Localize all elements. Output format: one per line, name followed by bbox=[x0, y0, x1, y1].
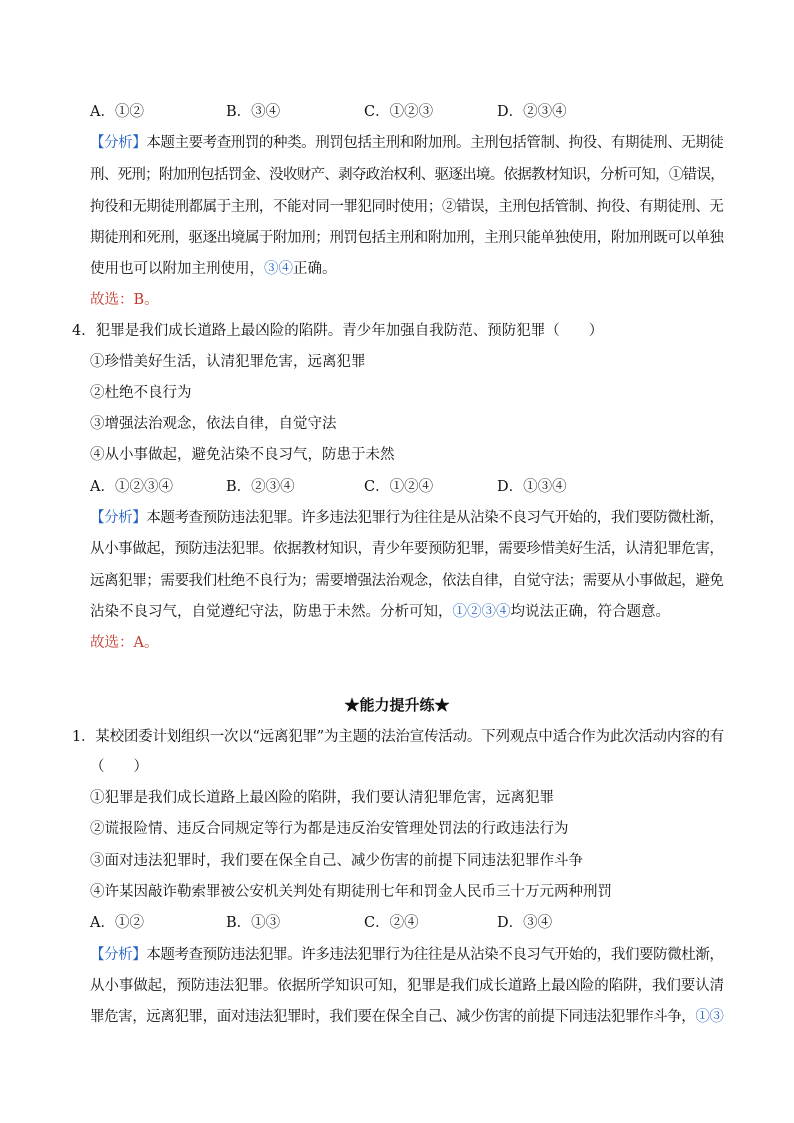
q3-option-b: B．③④ bbox=[226, 104, 281, 120]
p1-analysis-tag: 【分析】 bbox=[90, 947, 147, 963]
q4-answer: 故选：A。 bbox=[90, 635, 159, 651]
q4-option-a: A．①②③④ bbox=[90, 479, 173, 495]
q4-analysis-line-3: 远离犯罪；需要我们杜绝不良行为；需要增强法治观念，依法自律，自觉守法；需要从小事做起，避免 bbox=[90, 573, 724, 589]
q4-analysis-tag: 【分析】 bbox=[90, 510, 147, 526]
p1-option-d: D．③④ bbox=[497, 915, 553, 931]
q4-item-1: ①珍惜美好生活，认清犯罪危害，远离犯罪 bbox=[90, 354, 366, 370]
section-title: ★能力提升练★ bbox=[344, 696, 450, 714]
p1-item-1: ①犯罪是我们成长道路上最凶险的陷阱，我们要认清犯罪危害，远离犯罪 bbox=[90, 790, 554, 806]
q3-option-d: D．②③④ bbox=[497, 104, 567, 120]
p1-stem-line-2: （ ） bbox=[90, 759, 148, 775]
q3-analysis-line-1: 【分析】本题主要考查刑罚的种类。刑罚包括主刑和附加刑。主刑包括管制、拘役、有期徒刑、无期徒 bbox=[90, 135, 724, 151]
p1-analysis-line-1: 【分析】本题考查预防违法犯罪。许多违法犯罪行为往往是从沾染不良习气开始的，我们要防微杜渐， bbox=[90, 947, 724, 963]
q4-analysis-line-4: 沾染不良习气，自觉遵纪守法，防患于未然。分析可知，①②③④均说法正确，符合题意。 bbox=[90, 604, 670, 620]
q3-option-c: C．①②③ bbox=[364, 104, 434, 120]
q4-analysis-line-1: 【分析】本题考查预防违法犯罪。许多违法犯罪行为往往是从沾染不良习气开始的，我们要防微杜渐， bbox=[90, 510, 724, 526]
q4-option-b: B．②③④ bbox=[226, 479, 295, 495]
p1-option-b: B．①③ bbox=[226, 915, 281, 931]
q4-analysis-line-2: 从小事做起，预防违法犯罪。依据教材知识，青少年要预防犯罪，需要珍惜美好生活，认清犯罪危害， bbox=[90, 541, 724, 557]
q4-correct-items: ①②③④ bbox=[452, 604, 511, 620]
p1-item-2: ②谎报险情、违反合同规定等行为都是违反治安管理处罚法的行政违法行为 bbox=[90, 821, 569, 837]
q3-answer: 故选：B。 bbox=[90, 292, 159, 308]
p1-option-c: C．②④ bbox=[364, 915, 419, 931]
q3-correct-items: ③④ bbox=[264, 261, 293, 277]
p1-correct-items: ①③ bbox=[695, 1009, 724, 1025]
q4-item-3: ③增强法治观念，依法自律，自觉守法 bbox=[90, 416, 337, 432]
q4-item-2: ②杜绝不良行为 bbox=[90, 385, 192, 401]
p1-option-a: A．①② bbox=[90, 915, 144, 931]
p1-stem-line-1: 1．某校团委计划组织一次以“远离犯罪”为主题的法治宣传活动。下列观点中适合作为此次活动内容的有 bbox=[72, 729, 725, 745]
q3-analysis-line-3: 拘役和无期徒刑都属于主刑，不能对同一罪犯同时使用；②错误，主刑包括管制、拘役、有期徒刑、无 bbox=[90, 199, 724, 215]
q3-analysis-tag: 【分析】 bbox=[90, 135, 147, 151]
p1-item-3: ③面对违法犯罪时，我们要在保全自己、减少伤害的前提下同违法犯罪作斗争 bbox=[90, 853, 583, 869]
q3-analysis-line-2: 刑、死刑；附加刑包括罚金、没收财产、剥夺政治权利、驱逐出境。依据教材知识，分析可知，①错误， bbox=[90, 167, 725, 183]
q3-analysis-line-4: 期徒刑和死刑，驱逐出境属于附加刑；刑罚包括主刑和附加刑，主刑只能单独使用，附加刑既可以单独 bbox=[90, 230, 724, 246]
p1-analysis-line-3: 罪危害，远离犯罪，面对违法犯罪时，我们要在保全自己、减少伤害的前提下同违法犯罪作斗争，①③ bbox=[90, 1009, 724, 1025]
q4-option-d: D．①③④ bbox=[497, 479, 567, 495]
q3-analysis-line-5: 使用也可以附加主刑使用，③④正确。 bbox=[90, 261, 337, 277]
p1-analysis-line-2: 从小事做起，预防违法犯罪。依据所学知识可知，犯罪是我们成长道路上最凶险的陷阱，我们要认清 bbox=[90, 978, 724, 994]
q4-item-4: ④从小事做起，避免沾染不良习气，防患于未然 bbox=[90, 447, 395, 463]
q4-option-c: C．①②④ bbox=[364, 479, 434, 495]
q4-stem: 4．犯罪是我们成长道路上最凶险的陷阱。青少年加强自我防范、预防犯罪（ ） bbox=[72, 323, 604, 339]
p1-item-4: ④许某因敲诈勒索罪被公安机关判处有期徒刑七年和罚金人民币三十万元两种刑罚 bbox=[90, 884, 612, 900]
q3-option-a: A．①② bbox=[90, 104, 144, 120]
